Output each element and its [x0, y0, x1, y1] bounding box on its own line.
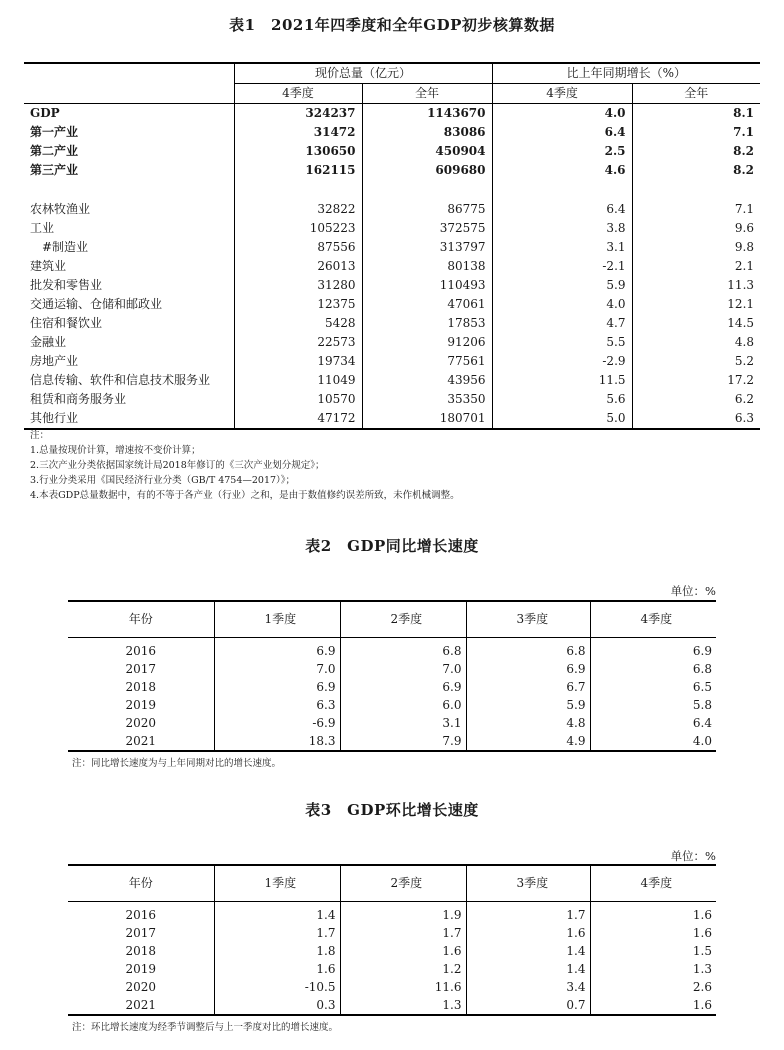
subheader-q4-growth: 4季度 — [492, 84, 632, 104]
row-label: 交通运输、仓储和邮政业 — [30, 297, 163, 311]
q4-total-cell: 105223 — [234, 219, 362, 238]
year-growth-cell: 9.8 — [632, 238, 760, 257]
q4-total-cell: 26013 — [234, 257, 362, 276]
q1-cell: 1.4 — [214, 901, 340, 924]
q1-cell: -6.9 — [214, 714, 340, 732]
q4-growth-cell: 5.9 — [492, 276, 632, 295]
year-growth-cell: 7.1 — [632, 200, 760, 219]
year-total-cell: 180701 — [362, 409, 492, 429]
row-label: 房地产业 — [30, 354, 79, 368]
table-row — [24, 371, 760, 390]
q3-cell: 5.9 — [466, 696, 590, 714]
q4-total-cell: 22573 — [234, 333, 362, 352]
year-growth-cell: 6.3 — [632, 409, 760, 429]
q1-cell: 1.6 — [214, 960, 340, 978]
q4-cell: 1.6 — [590, 996, 716, 1015]
note-line: 3.行业分类采用《国民经济行业分类（GB/T 4754—2017）》； — [30, 475, 296, 486]
q1-cell: 6.9 — [214, 637, 340, 660]
note-line: 2.三次产业分类依据国家统计局2018年修订的《三次产业划分规定》； — [30, 460, 325, 471]
subheader-year-total: 全年 — [362, 84, 492, 104]
q3-cell: 1.4 — [466, 960, 590, 978]
q2-cell: 7.9 — [340, 732, 466, 751]
table-row — [68, 960, 716, 978]
row-label: 第二产业 — [30, 144, 79, 158]
table-row — [68, 942, 716, 960]
table-row — [24, 409, 760, 429]
q4-growth-cell: 11.5 — [492, 371, 632, 390]
year-growth-cell: 8.2 — [632, 161, 760, 180]
year-total-cell: 47061 — [362, 295, 492, 314]
q1-cell: 7.0 — [214, 660, 340, 678]
q4-growth-cell: 5.0 — [492, 409, 632, 429]
q4-growth-cell: 3.1 — [492, 238, 632, 257]
table2-title: 表2 GDP同比增长速度 — [305, 537, 479, 555]
year-growth-cell: 6.2 — [632, 390, 760, 409]
year-cell: 2017 — [125, 661, 157, 676]
q2-cell: 1.6 — [340, 942, 466, 960]
table-row — [24, 123, 760, 142]
year-cell: 2021 — [68, 996, 214, 1015]
row-label: #制造业 — [42, 240, 89, 254]
q4-cell: 1.6 — [590, 924, 716, 942]
row-label: GDP — [30, 106, 60, 120]
year-total-cell: 1143670 — [362, 104, 492, 124]
q3-cell: 1.7 — [466, 901, 590, 924]
year-growth-cell: 8.1 — [632, 104, 760, 124]
table-row — [24, 161, 760, 180]
q4-growth-cell: 5.5 — [492, 333, 632, 352]
header-yoy-growth: 比上年同期增长（%） — [492, 63, 760, 84]
q4-total-cell: 10570 — [234, 390, 362, 409]
year-cell: 2021 — [68, 732, 214, 751]
q2-cell: 1.3 — [340, 996, 466, 1015]
q1-cell: 6.3 — [214, 696, 340, 714]
row-label: 工业 — [30, 221, 55, 235]
q4-growth-cell: 2.5 — [492, 142, 632, 161]
spacer-row — [24, 180, 760, 200]
q2-cell: 6.8 — [340, 637, 466, 660]
year-total-cell: 17853 — [362, 314, 492, 333]
table1-notes — [30, 428, 460, 503]
q4-cell: 2.6 — [590, 978, 716, 996]
row-label: 批发和零售业 — [30, 278, 103, 292]
year-total-cell: 83086 — [362, 123, 492, 142]
spacer-cell — [234, 180, 362, 200]
q4-total-cell: 162115 — [234, 161, 362, 180]
year-total-cell: 372575 — [362, 219, 492, 238]
header-year: 年份 — [68, 601, 214, 637]
header-q3: 3季度 — [466, 865, 590, 901]
q1-cell: 1.8 — [214, 942, 340, 960]
q3-cell: 1.4 — [466, 942, 590, 960]
table-row — [68, 978, 716, 996]
year-cell: 2018 — [125, 943, 157, 958]
table-row — [68, 732, 716, 751]
header-q1: 1季度 — [214, 865, 340, 901]
row-label: 金融业 — [30, 335, 67, 349]
header-q4: 4季度 — [590, 865, 716, 901]
year-growth-cell: 2.1 — [632, 257, 760, 276]
q2-cell: 6.9 — [340, 678, 466, 696]
q4-total-cell: 130650 — [234, 142, 362, 161]
header-year: 年份 — [68, 865, 214, 901]
header-q1: 1季度 — [214, 601, 340, 637]
q4-cell: 6.5 — [590, 678, 716, 696]
q4-total-cell: 5428 — [234, 314, 362, 333]
header-q4: 4季度 — [590, 601, 716, 637]
header-row — [68, 865, 716, 901]
q3-cell: 0.7 — [466, 996, 590, 1015]
table-row — [24, 238, 760, 257]
header-current-price-total: 现价总量（亿元） — [234, 63, 492, 84]
row-label: 农林牧渔业 — [30, 202, 91, 216]
q1-cell: 0.3 — [214, 996, 340, 1015]
year-growth-cell: 5.2 — [632, 352, 760, 371]
table-row — [24, 390, 760, 409]
table-row — [68, 996, 716, 1015]
table1-title: 表1 2021年四季度和全年GDP初步核算数据 — [229, 16, 555, 34]
q4-growth-cell: 4.6 — [492, 161, 632, 180]
table-row — [24, 333, 760, 352]
q4-growth-cell: 4.0 — [492, 295, 632, 314]
q4-cell: 1.5 — [590, 942, 716, 960]
q4-cell: 5.8 — [590, 696, 716, 714]
q4-growth-cell: -2.9 — [492, 352, 632, 371]
year-growth-cell: 8.2 — [632, 142, 760, 161]
row-label: 租赁和商务服务业 — [30, 392, 127, 406]
header-q2: 2季度 — [340, 601, 466, 637]
q2-cell: 1.2 — [340, 960, 466, 978]
q4-growth-cell: 6.4 — [492, 123, 632, 142]
year-cell: 2016 — [125, 643, 157, 658]
year-cell: 2020 — [125, 715, 157, 730]
year-cell: 2019 — [125, 697, 157, 712]
subheader-year-growth: 全年 — [632, 84, 760, 104]
table-row — [68, 637, 716, 660]
year-cell: 2020 — [125, 979, 157, 994]
q4-total-cell: 12375 — [234, 295, 362, 314]
q4-total-cell: 47172 — [234, 409, 362, 429]
table3-note: 注：环比增长速度为经季节调整后与上一季度对比的增长速度。 — [72, 1022, 339, 1033]
year-total-cell: 450904 — [362, 142, 492, 161]
q2-cell: 11.6 — [340, 978, 466, 996]
note-line: 注： — [30, 430, 50, 441]
q1-cell: 1.7 — [214, 924, 340, 942]
q3-cell: 6.9 — [466, 660, 590, 678]
table3-unit: 单位：% — [670, 849, 716, 863]
q3-cell: 6.7 — [466, 678, 590, 696]
row-label: 建筑业 — [30, 259, 67, 273]
year-cell: 2016 — [125, 907, 157, 922]
year-cell: 2019 — [125, 961, 157, 976]
table-row — [68, 678, 716, 696]
table3-title: 表3 GDP环比增长速度 — [305, 801, 479, 819]
q2-cell: 3.1 — [340, 714, 466, 732]
year-growth-cell: 12.1 — [632, 295, 760, 314]
year-total-cell: 91206 — [362, 333, 492, 352]
q4-cell: 1.6 — [590, 901, 716, 924]
q4-cell: 6.8 — [590, 660, 716, 678]
table-row — [24, 276, 760, 295]
gdp-accounting-table — [24, 62, 760, 430]
year-growth-cell: 4.8 — [632, 333, 760, 352]
year-total-cell: 43956 — [362, 371, 492, 390]
q4-growth-cell: 6.4 — [492, 200, 632, 219]
q4-cell: 4.0 — [590, 732, 716, 751]
spacer-cell — [362, 180, 492, 200]
q3-cell: 1.6 — [466, 924, 590, 942]
table-row — [68, 924, 716, 942]
q4-growth-cell: 3.8 — [492, 219, 632, 238]
table-row — [24, 352, 760, 371]
table2-unit: 单位：% — [670, 584, 716, 598]
q1-cell: 18.3 — [214, 732, 340, 751]
q1-cell: -10.5 — [214, 978, 340, 996]
year-total-cell: 313797 — [362, 238, 492, 257]
table-row — [68, 714, 716, 732]
q4-growth-cell: 4.7 — [492, 314, 632, 333]
q4-total-cell: 324237 — [234, 104, 362, 124]
subheader-q4-total: 4季度 — [234, 84, 362, 104]
table2-note: 注：同比增长速度为与上年同期对比的增长速度。 — [72, 758, 282, 769]
table-row — [68, 901, 716, 924]
q3-cell: 4.9 — [466, 732, 590, 751]
table-row — [24, 257, 760, 276]
table-row — [24, 104, 760, 124]
row-label: 第三产业 — [30, 163, 79, 177]
q4-cell: 6.9 — [590, 637, 716, 660]
year-growth-cell: 14.5 — [632, 314, 760, 333]
year-cell: 2018 — [125, 679, 157, 694]
year-growth-cell: 7.1 — [632, 123, 760, 142]
header-q2: 2季度 — [340, 865, 466, 901]
header-blank — [24, 84, 234, 104]
table-row — [24, 200, 760, 219]
table-row — [24, 314, 760, 333]
q4-cell: 1.3 — [590, 960, 716, 978]
q2-cell: 7.0 — [340, 660, 466, 678]
q4-growth-cell: -2.1 — [492, 257, 632, 276]
q2-cell: 1.9 — [340, 901, 466, 924]
year-total-cell: 35350 — [362, 390, 492, 409]
q4-total-cell: 19734 — [234, 352, 362, 371]
table-row — [68, 660, 716, 678]
table-row — [24, 295, 760, 314]
row-label: 信息传输、软件和信息技术服务业 — [30, 373, 211, 387]
q1-cell: 6.9 — [214, 678, 340, 696]
gdp-yoy-growth-table — [68, 600, 716, 752]
table-row — [24, 142, 760, 161]
table-row — [68, 696, 716, 714]
q4-total-cell: 32822 — [234, 200, 362, 219]
year-total-cell: 609680 — [362, 161, 492, 180]
q3-cell: 3.4 — [466, 978, 590, 996]
note-line: 4.本表GDP总量数据中，有的不等于各产业（行业）之和，是由于数值修约误差所致，未作机械调整。 — [30, 490, 460, 501]
q3-cell: 4.8 — [466, 714, 590, 732]
note-line: 1.总量按现价计算，增速按不变价计算； — [30, 445, 201, 456]
q3-cell: 6.8 — [466, 637, 590, 660]
q4-total-cell: 11049 — [234, 371, 362, 390]
q4-growth-cell: 5.6 — [492, 390, 632, 409]
year-growth-cell: 9.6 — [632, 219, 760, 238]
header-blank — [24, 63, 234, 84]
gdp-qoq-growth-table — [68, 864, 716, 1016]
q4-total-cell: 87556 — [234, 238, 362, 257]
year-total-cell: 110493 — [362, 276, 492, 295]
year-total-cell: 86775 — [362, 200, 492, 219]
row-label: 其他行业 — [24, 409, 234, 429]
year-total-cell: 80138 — [362, 257, 492, 276]
header-q3: 3季度 — [466, 601, 590, 637]
row-label: 第一产业 — [30, 125, 79, 139]
table-row — [24, 219, 760, 238]
spacer-cell — [24, 180, 234, 200]
year-growth-cell: 11.3 — [632, 276, 760, 295]
q4-cell: 6.4 — [590, 714, 716, 732]
q4-growth-cell: 4.0 — [492, 104, 632, 124]
year-total-cell: 77561 — [362, 352, 492, 371]
year-growth-cell: 17.2 — [632, 371, 760, 390]
header-row — [68, 601, 716, 637]
q4-total-cell: 31472 — [234, 123, 362, 142]
q2-cell: 1.7 — [340, 924, 466, 942]
q4-total-cell: 31280 — [234, 276, 362, 295]
row-label: 住宿和餐饮业 — [30, 316, 103, 330]
spacer-cell — [632, 180, 760, 200]
spacer-cell — [492, 180, 632, 200]
q2-cell: 6.0 — [340, 696, 466, 714]
year-cell: 2017 — [125, 925, 157, 940]
